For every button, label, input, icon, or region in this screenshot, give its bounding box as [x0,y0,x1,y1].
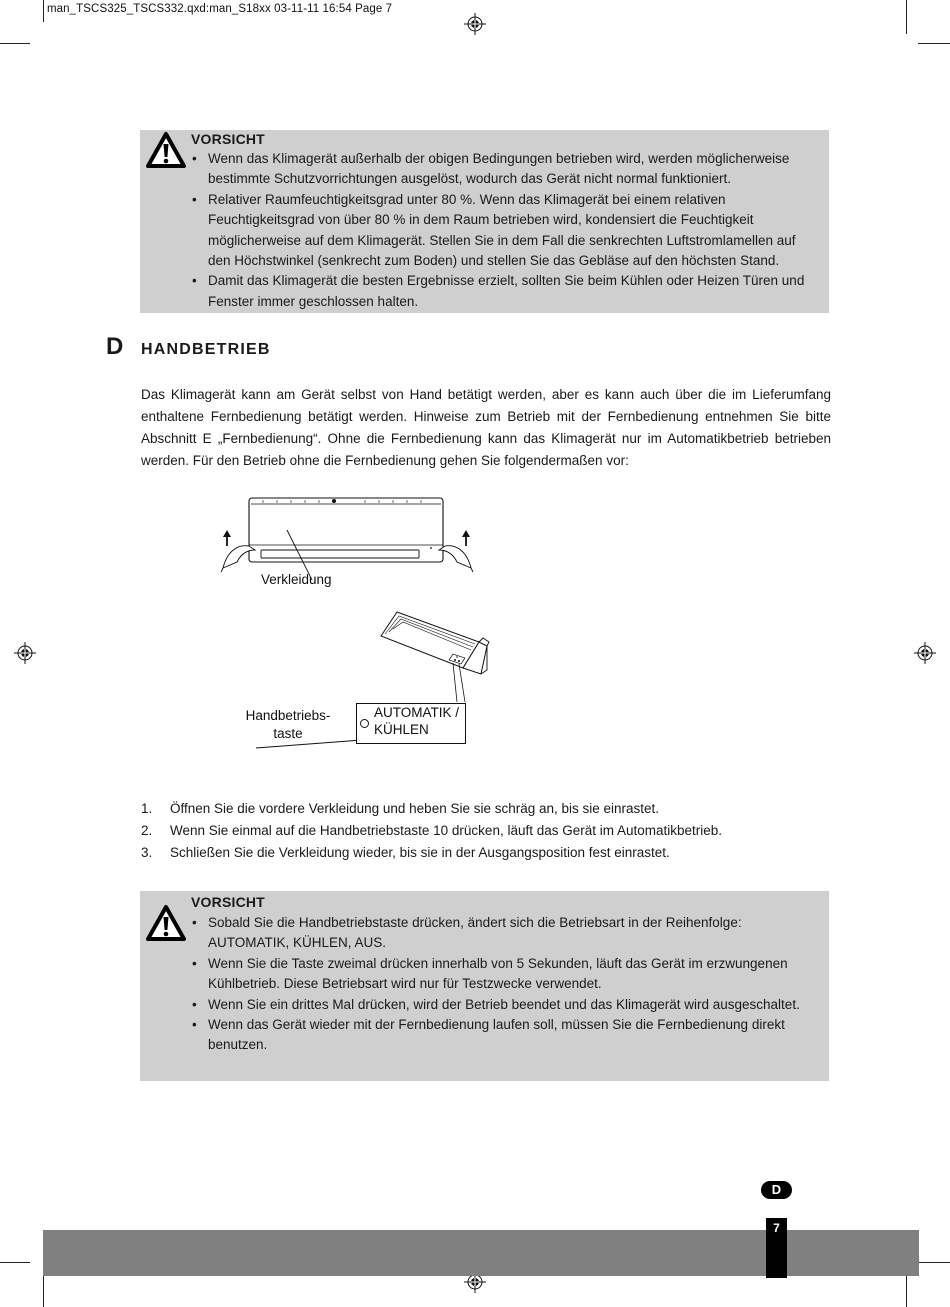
callout-text-line1: AUTOMATIK / [374,705,460,720]
label-cover: Verkleidung [261,572,332,587]
crop-mark [0,1262,30,1263]
print-slug: man_TSCS325_TSCS332.qxd:man_S18xx 03-11-11 16:54 Page 7 [47,3,393,15]
registration-mark-icon [464,13,486,35]
crop-mark [918,43,950,44]
crop-mark [43,1276,44,1307]
footer-bar [43,1230,919,1276]
registration-mark-icon [14,642,36,664]
step-text: Wenn Sie einmal auf die Handbetriebstaste 10 drücken, läuft das Gerät im Automatikbetrieb. [170,823,723,838]
list-item [141,842,831,864]
step-text: Schließen Sie die Verkleidung wieder, bis sie in der Ausgangsposition fest einrastet. [170,845,670,860]
page-number: 7 [766,1218,787,1278]
step-number: 3. [141,845,153,860]
crop-mark [0,43,30,44]
list-item: • Sobald Sie die Handbetriebstaste drücken, ändert sich die Betriebsart in der Reihenfolge: AUTOMATIK, KÜHLEN, AUS. [191,913,821,954]
section-title: HANDBETRIEB [141,341,271,358]
list-item: • Wenn das Klimagerät außerhalb der obigen Bedingungen betrieben wird, werden möglicherweise bestimmte Schutzvorrichtungen ausgelöst, wodurch das Gerät nicht normal funktioniert. [191,149,821,190]
step-number: 1. [141,801,153,816]
warning-triangle-icon [145,131,187,169]
language-badge: D [761,1181,792,1199]
crop-mark [906,1276,907,1307]
warning-list [191,149,821,312]
registration-mark-icon [914,642,936,664]
warning-title: VORSICHT [191,131,265,147]
label-manual-button-line2: taste [273,726,303,741]
list-item: • Wenn das Gerät wieder mit der Fernbedienung laufen soll, müssen Sie die Fernbedienung direkt benutzen. [191,1015,821,1056]
section-letter: D [106,333,124,360]
callout-text-line2: KÜHLEN [374,722,429,737]
list-item: • Relativer Raumfeuchtigkeitsgrad unter 80 %. Wenn das Klimagerät bei einem relativen Feuchtigkeitsgrad von über 80 % in dem Raum betrieben wird, kondensiert die Feuchtigkeit möglicherweise auf dem Klimagerät. Stellen Sie in dem Fall die senkrechten Luftstromlamellen auf den Höchstwinkel (senkrecht zum Boden) und stellen Sie das Gebläse auf den höchsten Stand. [191,190,821,272]
list-item [141,798,831,820]
warning-box-1 [140,130,829,313]
warning-box-2 [140,891,829,1081]
crop-mark [918,1262,950,1263]
crop-mark [906,0,907,34]
warning-triangle-icon [145,904,187,942]
intro-paragraph: Das Klimagerät kann am Gerät selbst von Hand betätigt werden, aber es kann auch über die im Lieferumfang enthaltene Fernbedienung betätigt werden. Hinweise zum Betrieb mit der Fernbedienung entnehmen Sie bitte Abschnitt E „Fernbedienung“. Ohne die Fernbedienung kann das Klimagerät nur im Automatikbetrieb betrieben werden. Für den Betrieb ohne die Fernbedienung gehen Sie folgendermaßen vor: [141,387,831,468]
step-number: 2. [141,823,153,838]
leader-line [256,738,366,750]
indoor-unit-illustration [215,490,485,580]
list-item: • Wenn Sie die Taste zweimal drücken innerhalb von 5 Sekunden, läuft das Gerät im erzwungenen Kühlbetrieb. Diese Betriebsart wird nur für Testzwecke verwendet. [191,954,821,995]
button-circle-icon [360,719,369,728]
list-item [141,820,831,842]
list-item: • Damit das Klimagerät die besten Ergebnisse erzielt, sollten Sie beim Kühlen oder Heizen Türen und Fenster immer geschlossen halten. [191,271,821,312]
manual-button-illustration [375,608,515,708]
step-text: Öffnen Sie die vordere Verkleidung und heben Sie sie schräg an, bis sie einrastet. [170,801,660,816]
button-callout-box [356,703,466,744]
list-item: • Wenn Sie ein drittes Mal drücken, wird der Betrieb beendet und das Klimagerät wird ausgeschaltet. [191,995,821,1015]
crop-mark [43,0,44,22]
warning-title: VORSICHT [191,894,265,910]
label-manual-button-line1: Handbetriebs- [245,708,331,723]
steps-list [141,798,831,864]
warning-list [191,913,821,1056]
